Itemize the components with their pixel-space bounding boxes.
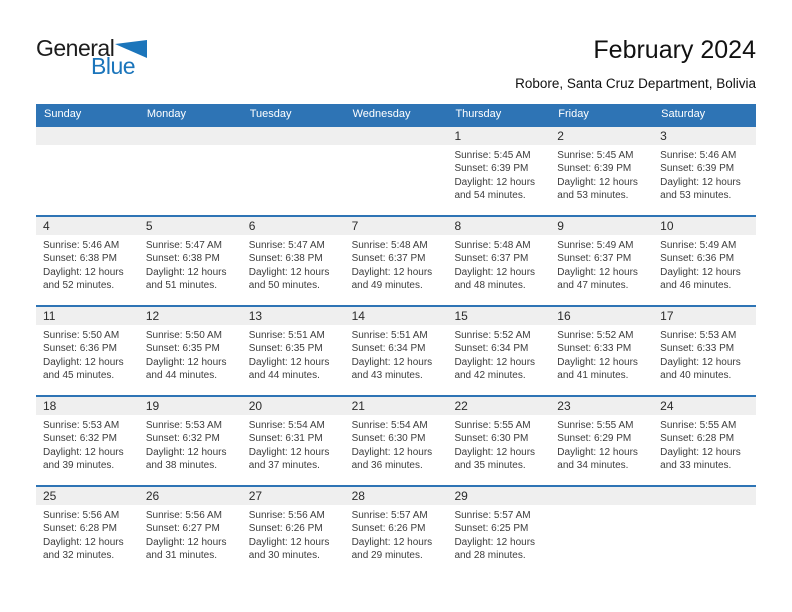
day-details [345, 145, 448, 149]
sunset-text: Sunset: 6:39 PM [454, 163, 529, 175]
day-number-band [550, 217, 653, 235]
daylight-text: Daylight: 12 hours [351, 356, 433, 368]
daylight-text: Daylight: 12 hours [43, 446, 124, 458]
daylight-text: Daylight: 12 hours [351, 536, 433, 548]
day-cell-13 [242, 307, 345, 395]
day-number: 3 [660, 129, 667, 143]
weekday-header-thursday: Thursday [455, 108, 502, 120]
weekday-header-sunday: Sunday [44, 108, 82, 120]
day-cell-20 [242, 397, 345, 485]
daylight-text-cont: and 44 minutes. [145, 370, 218, 382]
day-number: 17 [660, 309, 674, 323]
daylight-text-cont: and 48 minutes. [454, 280, 526, 292]
sunset-text: Sunset: 6:35 PM [145, 343, 220, 355]
day-details [36, 325, 139, 383]
day-number-band [653, 397, 756, 415]
day-number-band [345, 307, 448, 325]
day-details [139, 505, 242, 563]
day-number: 23 [557, 399, 571, 413]
day-number-band [242, 127, 345, 145]
day-details [447, 505, 550, 563]
day-cell-empty [242, 127, 345, 215]
day-number-band [36, 487, 139, 505]
day-number-band [447, 127, 550, 145]
sunrise-text: Sunrise: 5:53 AM [145, 420, 223, 431]
week-row-2 [36, 215, 756, 305]
day-number-band [242, 217, 345, 235]
daylight-text-cont: and 31 minutes. [145, 550, 218, 562]
day-number-band [550, 127, 653, 145]
daylight-text-cont: and 40 minutes. [660, 370, 732, 382]
day-number-band [447, 307, 550, 325]
sunset-text: Sunset: 6:38 PM [43, 253, 117, 265]
day-cell-28 [345, 487, 448, 575]
day-number-band [242, 487, 345, 505]
day-number-band [550, 307, 653, 325]
daylight-text: Daylight: 12 hours [248, 356, 330, 368]
sunrise-text: Sunrise: 5:48 AM [351, 240, 428, 251]
day-details [653, 145, 756, 203]
day-number: 27 [248, 489, 263, 503]
day-number-band [653, 487, 756, 505]
day-number-band [36, 217, 139, 235]
day-cell-empty [345, 127, 448, 215]
daylight-text-cont: and 28 minutes. [454, 550, 526, 562]
calendar-weeks [36, 125, 756, 575]
day-cell-3 [653, 127, 756, 215]
day-cell-12 [139, 307, 242, 395]
day-details [550, 145, 653, 203]
sunrise-text: Sunrise: 5:46 AM [660, 150, 737, 161]
day-cell-6 [242, 217, 345, 305]
day-number-band [345, 487, 448, 505]
day-number: 6 [248, 219, 256, 233]
daylight-text: Daylight: 12 hours [248, 266, 330, 278]
day-number-band [36, 397, 139, 415]
day-number-band [139, 307, 242, 325]
sunrise-text: Sunrise: 5:50 AM [145, 330, 223, 341]
sunrise-text: Sunrise: 5:52 AM [454, 330, 531, 341]
day-cell-1 [447, 127, 550, 215]
day-details [345, 505, 448, 563]
day-number-band [242, 397, 345, 415]
daylight-text-cont: and 46 minutes. [660, 280, 732, 292]
daylight-text: Daylight: 12 hours [145, 266, 227, 278]
day-number-band [653, 217, 756, 235]
daylight-text: Daylight: 12 hours [557, 266, 638, 278]
day-number: 18 [43, 399, 57, 413]
day-number: 9 [557, 219, 564, 233]
day-cell-10 [653, 217, 756, 305]
day-cell-11 [36, 307, 139, 395]
day-cell-22 [447, 397, 550, 485]
day-number-band [550, 487, 653, 505]
day-number: 19 [145, 399, 160, 413]
day-details [447, 145, 550, 203]
day-details [550, 415, 653, 473]
daylight-text-cont: and 39 minutes. [43, 460, 115, 472]
sunrise-text: Sunrise: 5:56 AM [43, 510, 120, 521]
day-details [447, 235, 550, 293]
daylight-text-cont: and 42 minutes. [454, 370, 526, 382]
daylight-text-cont: and 47 minutes. [557, 280, 629, 292]
daylight-text-cont: and 38 minutes. [145, 460, 218, 472]
day-number: 16 [557, 309, 571, 323]
daylight-text-cont: and 51 minutes. [145, 280, 218, 292]
sunset-text: Sunset: 6:27 PM [145, 523, 220, 535]
daylight-text-cont: and 50 minutes. [248, 280, 320, 292]
day-details [447, 325, 550, 383]
sunset-text: Sunset: 6:34 PM [351, 343, 426, 355]
day-number-band [447, 397, 550, 415]
sunset-text: Sunset: 6:36 PM [660, 253, 735, 265]
day-details [242, 415, 345, 473]
sunrise-text: Sunrise: 5:52 AM [557, 330, 634, 341]
day-cell-25 [36, 487, 139, 575]
day-number: 8 [454, 219, 462, 233]
day-details [345, 325, 448, 383]
page-subtitle: Robore, Santa Cruz Department, Bolivia [515, 76, 756, 91]
day-cell-29 [447, 487, 550, 575]
sunset-text: Sunset: 6:37 PM [351, 253, 426, 265]
day-cell-14 [345, 307, 448, 395]
day-number-band [36, 127, 139, 145]
day-cell-9 [550, 217, 653, 305]
day-details [653, 325, 756, 383]
sunset-text: Sunset: 6:26 PM [248, 523, 323, 535]
sunset-text: Sunset: 6:37 PM [557, 253, 632, 265]
sunset-text: Sunset: 6:34 PM [454, 343, 529, 355]
sunset-text: Sunset: 6:30 PM [351, 433, 426, 445]
weekday-header-wednesday: Wednesday [352, 108, 411, 120]
weekday-header-tuesday: Tuesday [249, 108, 292, 120]
day-number: 10 [660, 219, 674, 233]
sunset-text: Sunset: 6:35 PM [248, 343, 323, 355]
general-blue-logo [36, 35, 176, 79]
day-number-band [139, 217, 242, 235]
day-number: 21 [351, 399, 365, 413]
day-cell-empty [139, 127, 242, 215]
day-details [550, 325, 653, 383]
daylight-text: Daylight: 12 hours [454, 536, 536, 548]
day-details [653, 415, 756, 473]
day-details [36, 145, 139, 149]
daylight-text-cont: and 43 minutes. [351, 370, 423, 382]
daylight-text-cont: and 53 minutes. [557, 190, 629, 202]
daylight-text-cont: and 30 minutes. [248, 550, 320, 562]
sunset-text: Sunset: 6:31 PM [248, 433, 323, 445]
daylight-text-cont: and 32 minutes. [43, 550, 115, 562]
day-cell-21 [345, 397, 448, 485]
day-details [242, 235, 345, 293]
daylight-text-cont: and 54 minutes. [454, 190, 526, 202]
day-details [139, 235, 242, 293]
daylight-text-cont: and 34 minutes. [557, 460, 629, 472]
daylight-text-cont: and 37 minutes. [248, 460, 320, 472]
daylight-text: Daylight: 12 hours [557, 446, 638, 458]
day-number-band [139, 487, 242, 505]
daylight-text: Daylight: 12 hours [248, 446, 330, 458]
sunset-text: Sunset: 6:38 PM [145, 253, 220, 265]
daylight-text: Daylight: 12 hours [660, 356, 741, 368]
day-details [36, 415, 139, 473]
title-block [515, 34, 756, 91]
sunrise-text: Sunrise: 5:54 AM [248, 420, 325, 431]
daylight-text: Daylight: 12 hours [660, 266, 741, 278]
day-number: 22 [454, 399, 468, 413]
day-number: 12 [145, 309, 160, 323]
daylight-text: Daylight: 12 hours [454, 266, 536, 278]
page-title: February 2024 [593, 36, 756, 64]
daylight-text: Daylight: 12 hours [454, 446, 536, 458]
weekday-header-friday: Friday [558, 108, 589, 120]
day-number-band [550, 397, 653, 415]
day-number-band [345, 217, 448, 235]
day-cell-23 [550, 397, 653, 485]
sunset-text: Sunset: 6:33 PM [557, 343, 632, 355]
sunrise-text: Sunrise: 5:45 AM [454, 150, 531, 161]
day-cell-18 [36, 397, 139, 485]
sunrise-text: Sunrise: 5:57 AM [454, 510, 531, 521]
day-details [36, 235, 139, 293]
sunset-text: Sunset: 6:38 PM [248, 253, 323, 265]
day-cell-26 [139, 487, 242, 575]
sunrise-text: Sunrise: 5:49 AM [660, 240, 737, 251]
day-number: 11 [43, 309, 56, 323]
day-details [345, 415, 448, 473]
day-number-band [36, 307, 139, 325]
calendar-table [36, 104, 756, 575]
sunset-text: Sunset: 6:28 PM [43, 523, 117, 535]
day-number: 29 [454, 489, 468, 503]
daylight-text: Daylight: 12 hours [454, 176, 536, 188]
day-number-band [242, 307, 345, 325]
daylight-text-cont: and 52 minutes. [43, 280, 115, 292]
sunset-text: Sunset: 6:36 PM [43, 343, 117, 355]
day-details [139, 415, 242, 473]
sunrise-text: Sunrise: 5:56 AM [248, 510, 325, 521]
day-number: 2 [557, 129, 564, 143]
sunrise-text: Sunrise: 5:45 AM [557, 150, 634, 161]
daylight-text: Daylight: 12 hours [351, 266, 433, 278]
day-number: 1 [454, 129, 462, 143]
daylight-text: Daylight: 12 hours [454, 356, 536, 368]
daylight-text: Daylight: 12 hours [145, 446, 227, 458]
day-details [550, 235, 653, 293]
sunrise-text: Sunrise: 5:46 AM [43, 240, 120, 251]
sunrise-text: Sunrise: 5:55 AM [660, 420, 737, 431]
daylight-text-cont: and 36 minutes. [351, 460, 423, 472]
day-details [242, 505, 345, 563]
day-details [242, 325, 345, 383]
week-row-1 [36, 125, 756, 215]
day-number-band [345, 127, 448, 145]
day-number: 5 [145, 219, 153, 233]
daylight-text: Daylight: 12 hours [557, 356, 638, 368]
day-details [447, 415, 550, 473]
day-number: 20 [248, 399, 263, 413]
sunset-text: Sunset: 6:26 PM [351, 523, 426, 535]
day-number-band [653, 127, 756, 145]
logo-text-blue: Blue [91, 53, 136, 79]
day-cell-8 [447, 217, 550, 305]
day-number-band [653, 307, 756, 325]
day-cell-5 [139, 217, 242, 305]
day-details [653, 505, 756, 509]
sunset-text: Sunset: 6:28 PM [660, 433, 735, 445]
day-number: 26 [145, 489, 160, 503]
sunrise-text: Sunrise: 5:50 AM [43, 330, 120, 341]
day-number-band [139, 127, 242, 145]
sunset-text: Sunset: 6:30 PM [454, 433, 529, 445]
day-number-band [447, 217, 550, 235]
day-details [139, 325, 242, 383]
daylight-text-cont: and 49 minutes. [351, 280, 423, 292]
logo-text-general: General [36, 35, 115, 61]
day-number: 13 [248, 309, 263, 323]
day-cell-15 [447, 307, 550, 395]
day-cell-17 [653, 307, 756, 395]
sunrise-text: Sunrise: 5:49 AM [557, 240, 634, 251]
daylight-text: Daylight: 12 hours [351, 446, 433, 458]
sunrise-text: Sunrise: 5:53 AM [43, 420, 120, 431]
daylight-text: Daylight: 12 hours [557, 176, 638, 188]
daylight-text: Daylight: 12 hours [660, 176, 741, 188]
daylight-text-cont: and 44 minutes. [248, 370, 320, 382]
day-details [242, 145, 345, 149]
daylight-text: Daylight: 12 hours [248, 536, 330, 548]
sunrise-text: Sunrise: 5:51 AM [248, 330, 325, 341]
sunrise-text: Sunrise: 5:53 AM [660, 330, 737, 341]
day-cell-4 [36, 217, 139, 305]
sunset-text: Sunset: 6:39 PM [660, 163, 735, 175]
day-details [653, 235, 756, 293]
sunrise-text: Sunrise: 5:47 AM [145, 240, 223, 251]
daylight-text-cont: and 45 minutes. [43, 370, 115, 382]
day-cell-7 [345, 217, 448, 305]
day-cell-27 [242, 487, 345, 575]
day-number: 25 [43, 489, 57, 503]
sunrise-text: Sunrise: 5:56 AM [145, 510, 223, 521]
day-cell-2 [550, 127, 653, 215]
sunset-text: Sunset: 6:32 PM [43, 433, 117, 445]
weekday-header-row [36, 104, 756, 125]
daylight-text: Daylight: 12 hours [145, 356, 227, 368]
sunrise-text: Sunrise: 5:55 AM [454, 420, 531, 431]
daylight-text-cont: and 35 minutes. [454, 460, 526, 472]
daylight-text: Daylight: 12 hours [43, 266, 124, 278]
day-cell-empty [36, 127, 139, 215]
sunrise-text: Sunrise: 5:54 AM [351, 420, 428, 431]
week-row-3 [36, 305, 756, 395]
daylight-text: Daylight: 12 hours [43, 356, 124, 368]
daylight-text: Daylight: 12 hours [660, 446, 741, 458]
sunrise-text: Sunrise: 5:51 AM [351, 330, 428, 341]
weekday-header-monday: Monday [146, 108, 186, 120]
daylight-text: Daylight: 12 hours [43, 536, 124, 548]
sunrise-text: Sunrise: 5:48 AM [454, 240, 531, 251]
day-details [345, 235, 448, 293]
daylight-text: Daylight: 12 hours [145, 536, 227, 548]
daylight-text-cont: and 29 minutes. [351, 550, 423, 562]
sunset-text: Sunset: 6:32 PM [145, 433, 220, 445]
sunrise-text: Sunrise: 5:47 AM [248, 240, 325, 251]
week-row-5 [36, 485, 756, 575]
weekday-header-saturday: Saturday [661, 108, 706, 120]
day-details [139, 145, 242, 149]
day-number-band [139, 397, 242, 415]
day-cell-16 [550, 307, 653, 395]
day-cell-19 [139, 397, 242, 485]
day-number: 4 [43, 219, 50, 233]
daylight-text-cont: and 53 minutes. [660, 190, 732, 202]
daylight-text-cont: and 41 minutes. [557, 370, 629, 382]
sunset-text: Sunset: 6:39 PM [557, 163, 632, 175]
day-number: 15 [454, 309, 468, 323]
day-number: 7 [351, 219, 359, 233]
sunset-text: Sunset: 6:33 PM [660, 343, 735, 355]
day-number: 14 [351, 309, 365, 323]
sunset-text: Sunset: 6:37 PM [454, 253, 529, 265]
sunset-text: Sunset: 6:25 PM [454, 523, 529, 535]
day-cell-empty [550, 487, 653, 575]
day-number-band [345, 397, 448, 415]
day-details [550, 505, 653, 509]
daylight-text-cont: and 33 minutes. [660, 460, 732, 472]
sunrise-text: Sunrise: 5:57 AM [351, 510, 428, 521]
day-details [36, 505, 139, 563]
sunset-text: Sunset: 6:29 PM [557, 433, 632, 445]
week-row-4 [36, 395, 756, 485]
day-cell-24 [653, 397, 756, 485]
day-cell-empty [653, 487, 756, 575]
day-number-band [447, 487, 550, 505]
day-number: 28 [351, 489, 365, 503]
day-number: 24 [660, 399, 674, 413]
sunrise-text: Sunrise: 5:55 AM [557, 420, 634, 431]
